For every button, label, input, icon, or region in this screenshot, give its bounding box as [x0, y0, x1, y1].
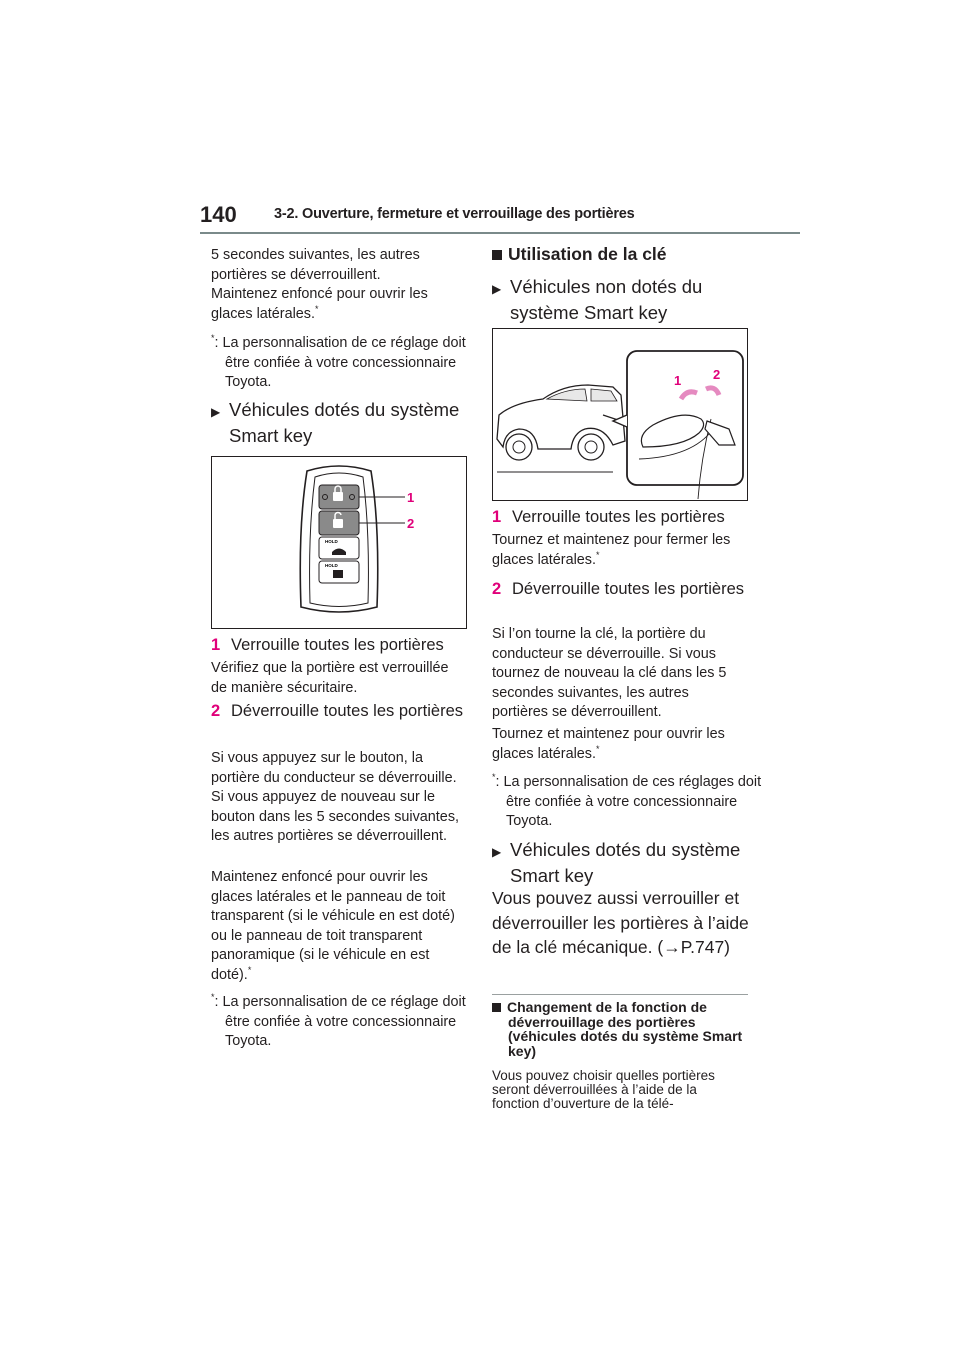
- right-item-1-desc-text: Tournez et maintenez pour fermer les glaces latérales.: [492, 532, 731, 568]
- left-footnote-1: [211, 334, 480, 393]
- car-key-illustration: [493, 329, 747, 500]
- right-subheading-2-text: Véhicules dotés du système Smart key: [510, 839, 741, 886]
- change-heading: [492, 1000, 758, 1058]
- right-big-paragraph: Vous pouvez aussi verrouiller et déverrouiller les portières à l’aide de la clé mécanique. (→P.747): [492, 888, 749, 957]
- section-title: 3-2. Ouverture, fermeture et verrouillage des portières: [274, 206, 635, 222]
- callout-1: 1: [674, 373, 682, 388]
- right-item-2: [492, 578, 752, 600]
- triangle-bullet-icon: ▶: [492, 282, 502, 296]
- callout-2: 2: [407, 516, 415, 531]
- left-footnote-2-text: : La personnalisation de ce réglage doit être confiée à votre concessionnaire Toyota.: [214, 994, 466, 1049]
- footnote-marker: *: [315, 303, 319, 314]
- item-number-2: 2: [211, 702, 221, 720]
- right-footnote: [492, 773, 762, 832]
- page-number: 140: [200, 202, 237, 227]
- right-subheading-2: [492, 838, 760, 888]
- header-rule: [200, 232, 800, 234]
- key-fob-illustration: [212, 457, 466, 628]
- left-footnote-2: [211, 993, 480, 1052]
- right-subheading-1-text: Véhicules non dotés du système Smart key: [510, 276, 703, 323]
- right-item-1-desc: [492, 531, 744, 570]
- footnote-star-2: *: [211, 992, 215, 1003]
- right-item-1: [492, 506, 772, 528]
- change-heading-text: Changement de la fonction de déverrouillage des portières (véhicules dotés du système Smart key): [507, 999, 743, 1059]
- left-paragraph-2: [211, 285, 466, 324]
- triangle-bullet-icon: ▶: [492, 845, 502, 859]
- hold-label-2: HOLD: [325, 563, 338, 568]
- footnote-marker-2: *: [596, 743, 600, 754]
- left-paragraph-2-text: Maintenez enfoncé pour ouvrir les glaces latérales.: [211, 286, 428, 322]
- callout-2: 2: [713, 367, 721, 382]
- divider: [492, 994, 748, 995]
- right-item-2-desc: Si l’on tourne la clé, la portière du conducteur se déverrouille. Si vous tournez de nouveau la clé dans les 5 secondes suivantes, les autres portières se déverrouillent.: [492, 626, 727, 720]
- square-bullet-icon: [492, 1003, 501, 1012]
- left-paragraph-1: 5 secondes suivantes, les autres portières se déverrouillent.: [211, 247, 420, 283]
- footnote-star: *: [211, 333, 215, 344]
- triangle-bullet-icon: ▶: [211, 405, 221, 419]
- right-item-1-text: Verrouille toutes les portières: [512, 508, 725, 526]
- left-item-1-text: Verrouille toutes les portières: [231, 636, 444, 654]
- right-heading: [492, 244, 667, 265]
- car-key-figure: [492, 328, 748, 501]
- item-number-2: 2: [492, 580, 502, 598]
- change-paragraph: Vous pouvez choisir quelles portières seront déverrouillées à l’aide de la fonction d’ouverture de la télé-: [492, 1068, 715, 1111]
- hold-label-1: HOLD: [325, 539, 338, 544]
- item-number-1: 1: [211, 636, 221, 654]
- square-bullet-icon: [492, 250, 502, 260]
- right-footnote-text: : La personnalisation de ces réglages doit être confiée à votre concessionnaire Toyota.: [495, 774, 762, 829]
- left-item-2-text: Déverrouille toutes les portières: [231, 702, 464, 720]
- right-item-2-desc2: [492, 725, 742, 764]
- footnote-marker-2: *: [247, 964, 252, 975]
- right-heading-text: Utilisation de la clé: [508, 244, 667, 264]
- left-footnote-1-text: : La personnalisation de ce réglage doit être confiée à votre concessionnaire Toyota.: [214, 335, 466, 390]
- item-number-1: 1: [492, 508, 502, 526]
- footnote-marker: *: [596, 549, 600, 560]
- right-item-2-desc2-text: Tournez et maintenez pour ouvrir les glaces latérales.: [492, 726, 725, 762]
- left-subheading-text: Véhicules dotés du système Smart key: [229, 399, 460, 446]
- callout-1: 1: [407, 490, 415, 505]
- left-item-2-desc: Si vous appuyez sur le bouton, la portière du conducteur se déverrouille. Si vous appuyez de nouveau sur le bouton dans les 5 secondes suivantes, les autres portières se déverrouillent.: [211, 750, 460, 844]
- key-fob-figure: [211, 456, 467, 629]
- left-item-1: [211, 634, 489, 656]
- left-item-1-desc: Vérifiez que la portière est verrouillée de manière sécuritaire.: [211, 660, 449, 696]
- left-item-2-desc2: [211, 868, 461, 985]
- right-subheading-1: [492, 275, 760, 325]
- left-item-2-desc2-text: Maintenez enfoncé pour ouvrir les glaces latérales et le panneau de toit transparent (si le véhicule en est doté) ou le panneau de toit transparent panoramique (si le véhicule en est doté).: [211, 869, 455, 983]
- footnote-star: *: [492, 772, 496, 783]
- left-item-2: [211, 700, 471, 722]
- right-item-2-text: Déverrouille toutes les portières: [512, 580, 745, 598]
- left-subheading: [211, 398, 469, 448]
